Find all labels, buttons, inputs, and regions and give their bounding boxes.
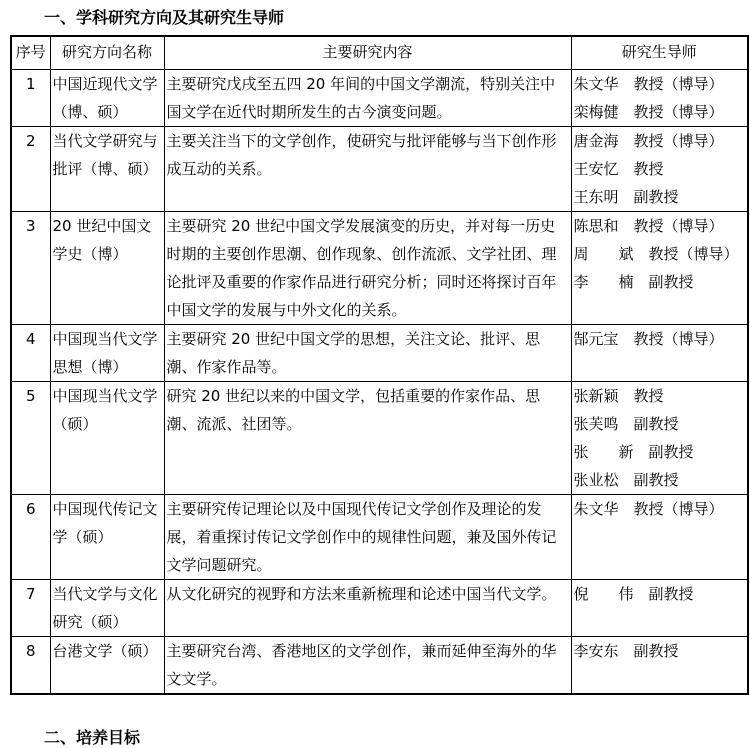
table-row bbox=[11, 495, 748, 580]
header-supervisors: 研究生导师 bbox=[571, 36, 748, 70]
row-number: 6 bbox=[11, 495, 50, 580]
supervisor-entry: 张新颖 教授 bbox=[573, 387, 664, 405]
research-direction: 中国现当代文学（硕） bbox=[50, 382, 164, 495]
table-row bbox=[11, 70, 748, 127]
supervisor-entry: 朱文华 教授（博导） bbox=[573, 500, 724, 518]
supervisor-entry: 周 斌 教授（博导） bbox=[573, 245, 739, 263]
research-content: 主要研究戊戌至五四 20 年间的中国文学潮流，特别关注中国文学在近代时期所发生的古今演变问题。 bbox=[164, 70, 571, 127]
supervisor-entry: 唐金海 教授（博导） bbox=[573, 132, 724, 150]
research-direction: 中国现当代文学思想（博） bbox=[50, 325, 164, 382]
header-no: 序号 bbox=[11, 36, 50, 70]
research-content: 研究 20 世纪以来的中国文学，包括重要的作家作品、思潮、流派、社团等。 bbox=[164, 382, 571, 495]
supervisor-list bbox=[571, 580, 748, 637]
supervisor-list bbox=[571, 382, 748, 495]
research-direction: 中国近现代文学（博、硕） bbox=[50, 70, 164, 127]
supervisor-entry: 王安忆 教授 bbox=[573, 160, 664, 178]
supervisor-list bbox=[571, 127, 748, 212]
supervisor-entry: 王东明 副教授 bbox=[573, 188, 679, 206]
table-row bbox=[11, 580, 748, 637]
supervisor-list bbox=[571, 495, 748, 580]
supervisor-entry: 倪 伟 副教授 bbox=[573, 585, 694, 603]
supervisor-entry: 郜元宝 教授（博导） bbox=[573, 330, 724, 348]
row-number: 4 bbox=[11, 325, 50, 382]
research-content: 主要研究 20 世纪中国文学的思想，关注文论、批评、思潮、作家作品等。 bbox=[164, 325, 571, 382]
supervisor-entry: 张芙鸣 副教授 bbox=[573, 415, 679, 433]
research-direction: 当代文学与文化研究（硕） bbox=[50, 580, 164, 637]
row-number: 7 bbox=[11, 580, 50, 637]
table-header-row bbox=[11, 36, 748, 70]
supervisor-list bbox=[571, 637, 748, 695]
supervisor-list bbox=[571, 212, 748, 325]
supervisor-entry: 张 新 副教授 bbox=[573, 443, 694, 461]
row-number: 2 bbox=[11, 127, 50, 212]
section-title-training-goals: 二、培养目标 bbox=[44, 728, 141, 747]
table-row bbox=[11, 212, 748, 325]
table-row bbox=[11, 325, 748, 382]
supervisor-list bbox=[571, 325, 748, 382]
table-row bbox=[11, 382, 748, 495]
row-number: 3 bbox=[11, 212, 50, 325]
row-number: 8 bbox=[11, 637, 50, 695]
research-content: 主要研究 20 世纪中国文学发展演变的历史，并对每一历史时期的主要创作思潮、创作现象、创作流派、文学社团、理论批评及重要的作家作品进行研究分析；同时还将探讨百年中国文学的发展与中外文化的关系。 bbox=[164, 212, 571, 325]
research-direction: 20 世纪中国文学史（博） bbox=[50, 212, 164, 325]
supervisor-list bbox=[571, 70, 748, 127]
supervisor-entry: 李安东 副教授 bbox=[573, 642, 679, 660]
supervisor-entry: 陈思和 教授（博导） bbox=[573, 217, 724, 235]
research-directions-table bbox=[10, 35, 749, 695]
research-content: 主要关注当下的文学创作，使研究与批评能够与当下创作形成互动的关系。 bbox=[164, 127, 571, 212]
header-content: 主要研究内容 bbox=[164, 36, 571, 70]
research-content: 主要研究传记理论以及中国现代传记文学创作及理论的发展，着重探讨传记文学创作中的规律性问题，兼及国外传记文学问题研究。 bbox=[164, 495, 571, 580]
section-title-research-directions: 一、学科研究方向及其研究生导师 bbox=[44, 8, 285, 27]
research-direction: 中国现代传记文学（硕） bbox=[50, 495, 164, 580]
header-direction: 研究方向名称 bbox=[50, 36, 164, 70]
research-content: 主要研究台湾、香港地区的文学创作，兼而延伸至海外的华文文学。 bbox=[164, 637, 571, 695]
research-content: 从文化研究的视野和方法来重新梳理和论述中国当代文学。 bbox=[164, 580, 571, 637]
research-direction: 当代文学研究与批评（博、硕） bbox=[50, 127, 164, 212]
supervisor-entry: 朱文华 教授（博导） bbox=[573, 75, 724, 93]
supervisor-entry: 栾梅健 教授（博导） bbox=[573, 103, 724, 121]
row-number: 5 bbox=[11, 382, 50, 495]
row-number: 1 bbox=[11, 70, 50, 127]
table-row bbox=[11, 127, 748, 212]
table-row bbox=[11, 637, 748, 695]
research-direction: 台港文学（硕） bbox=[50, 637, 164, 695]
supervisor-entry: 李 楠 副教授 bbox=[573, 273, 694, 291]
supervisor-entry: 张业松 副教授 bbox=[573, 471, 679, 489]
